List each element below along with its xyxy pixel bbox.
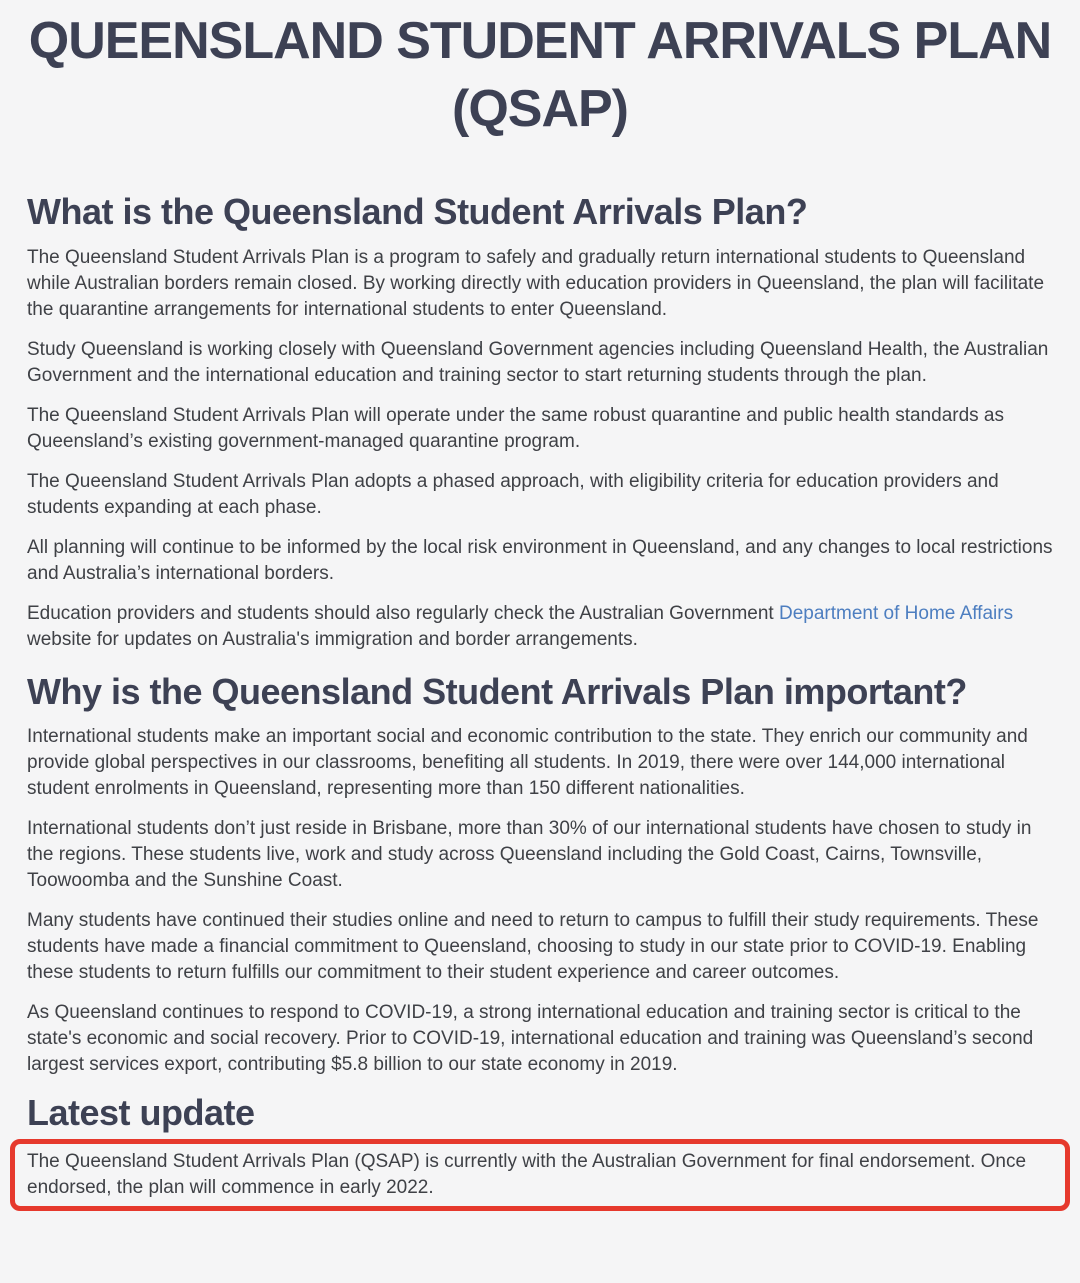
section-why [27, 671, 1053, 1078]
section-latest-update [27, 1092, 1053, 1211]
why-paragraph-4: As Queensland continues to respond to COVID-19, a strong international education and training sector is critical to the state's economic and social recovery. Prior to COVID-19, international education and training was Queensland’s second largest services export, contributing $5.8 billion to our state economy in 2019. [27, 1001, 1034, 1075]
what-paragraph-2: Study Queensland is working closely with Queensland Government agencies including Queensland Health, the Australian Government and the international education and training sector to start returning students through the plan. [27, 338, 1049, 386]
what-paragraph-3: The Queensland Student Arrivals Plan will operate under the same robust quarantine and public health standards as Queensland’s existing government-managed quarantine program. [27, 404, 1004, 452]
why-paragraph-3: Many students have continued their studies online and need to return to campus to fulfill their study requirements. These students have made a financial commitment to Queensland, choosing to study in our state prior to COVID-19. Enabling these students to return fulfills our commitment to their student experience and career outcomes. [27, 909, 1039, 983]
section-what-heading: What is the Queensland Student Arrivals Plan? [27, 191, 808, 233]
text-run-after-link: website for updates on Australia's immigration and border arrangements. [27, 628, 638, 650]
section-latest-update-heading: Latest update [27, 1091, 255, 1133]
highlighted-paragraph: The Queensland Student Arrivals Plan (QSAP) is currently with the Australian Government for final endorsement. Once endorsed, the plan will commence in early 2022. [27, 1151, 1027, 1199]
why-paragraph-2: International students don’t just reside in Brisbane, more than 30% of our international students have chosen to study in the regions. These students live, work and study across Queensland including the Gold Coast, Cairns, Townsville, Toowoomba and the Sunshine Coast. [27, 817, 1032, 891]
page-title: QUEENSLAND STUDENT ARRIVALS PLAN (QSAP) [28, 12, 1052, 138]
what-paragraph-6 [27, 601, 1053, 653]
home-affairs-link[interactable]: Department of Home Affairs [778, 602, 1014, 624]
what-paragraph-5: All planning will continue to be informed by the local risk environment in Queensland, and any changes to local restrictions and Australia’s international borders. [27, 536, 1053, 584]
section-what [27, 191, 1053, 652]
section-why-heading: Why is the Queensland Student Arrivals Plan important? [27, 670, 967, 712]
text-run-before-link: Education providers and students should also regularly check the Australian Government [27, 602, 779, 624]
what-paragraph-1: The Queensland Student Arrivals Plan is a program to safely and gradually return international students to Queensland while Australian borders remain closed. By working directly with education providers in Queensland, the plan will facilitate the quarantine arrangements for international students to enter Queensland. [27, 246, 1045, 320]
why-paragraph-1: International students make an important social and economic contribution to the state. They enrich our community and provide global perspectives in our classrooms, benefiting all students. In 2019, there were over 144,000 international student enrolments in Queensland, representing more than 150 different nationalities. [27, 725, 1028, 799]
what-paragraph-4: The Queensland Student Arrivals Plan adopts a phased approach, with eligibility criteria for education providers and students expanding at each phase. [27, 470, 999, 518]
red-annotation-box [10, 1139, 1070, 1211]
